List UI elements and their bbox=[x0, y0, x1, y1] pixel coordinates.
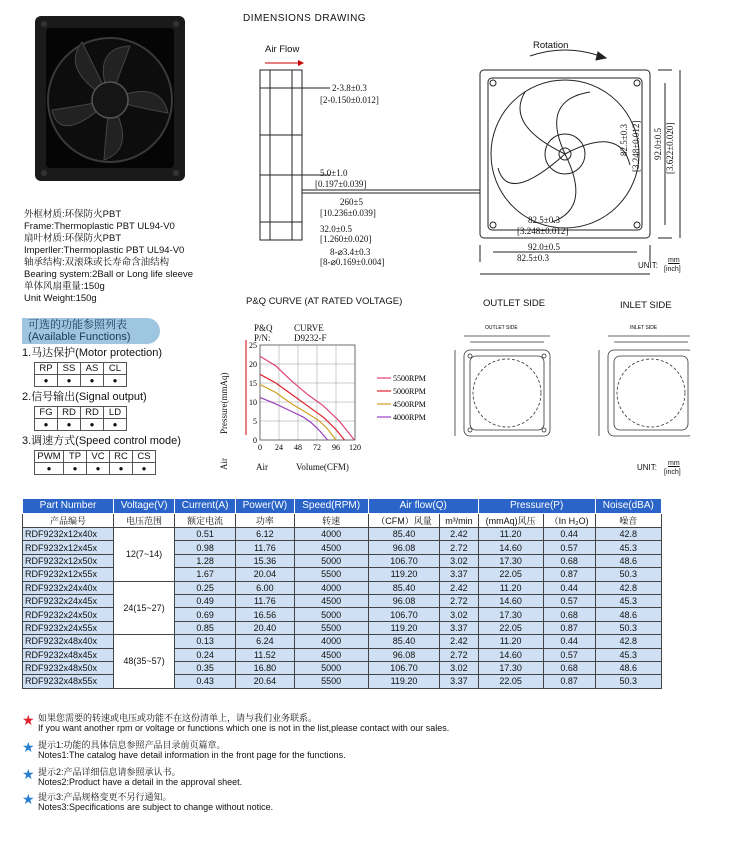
dim-label: [10.236±0.039] bbox=[320, 208, 376, 218]
function-codes bbox=[34, 406, 127, 431]
table-cell: 5500 bbox=[294, 621, 368, 634]
dot: ● bbox=[104, 375, 127, 387]
table-cell: 2.42 bbox=[440, 635, 478, 648]
legend-label: 5000RPM bbox=[393, 387, 426, 396]
fan-photo bbox=[20, 8, 190, 198]
function-group bbox=[22, 390, 147, 431]
spec-line: 单体风扇重量:150g bbox=[24, 281, 105, 292]
col-current: Current(A) bbox=[175, 499, 236, 514]
pq-pn-label: P/N: bbox=[254, 333, 271, 343]
table-cell: 48(35~57) bbox=[114, 635, 175, 689]
table-cell: 106.70 bbox=[368, 661, 439, 674]
y-tick-label: 5 bbox=[253, 417, 257, 426]
table-cell: 11.20 bbox=[478, 528, 543, 541]
note-cn: 提示2:产品详细信息请参照承认书。 bbox=[38, 767, 181, 777]
table-cell: 2.42 bbox=[440, 581, 478, 594]
unit-label-2: UNIT: bbox=[637, 463, 657, 472]
note bbox=[22, 740, 346, 760]
drawing-title: DIMENSIONS DRAWING bbox=[243, 13, 367, 24]
dim-label: [1.260±0.020] bbox=[320, 234, 372, 244]
table-cell: 106.70 bbox=[368, 554, 439, 567]
dot: ● bbox=[35, 375, 58, 387]
dim-label: [0.197±0.039] bbox=[315, 179, 367, 189]
table-cell: 0.87 bbox=[543, 621, 595, 634]
table-cell: 12(7~14) bbox=[114, 528, 175, 582]
x-tick-label: 48 bbox=[294, 443, 302, 452]
table-cell: 0.68 bbox=[543, 554, 595, 567]
table-cell: 0.44 bbox=[543, 635, 595, 648]
table-cell: RDF9232x24x50x bbox=[23, 608, 114, 621]
dot: ● bbox=[104, 419, 127, 431]
function-code: VC bbox=[87, 451, 110, 463]
unit-mm: mm bbox=[668, 257, 680, 264]
function-code: RC bbox=[110, 451, 133, 463]
table-cell: 0.44 bbox=[543, 581, 595, 594]
series-line bbox=[260, 356, 354, 440]
table-cell: 2.72 bbox=[440, 541, 478, 554]
table-cell: 0.51 bbox=[175, 528, 236, 541]
col-part-number: Part Number bbox=[23, 499, 114, 514]
x-tick-label: 96 bbox=[332, 443, 340, 452]
table-cell: RDF9232x48x55x bbox=[23, 675, 114, 688]
table-cell: 119.20 bbox=[368, 568, 439, 581]
dot: ● bbox=[110, 463, 133, 475]
unit-mm-2: mm bbox=[668, 460, 680, 467]
table-cell: 0.43 bbox=[175, 675, 236, 688]
pq-pn: D9232-F bbox=[294, 333, 327, 343]
dim-label: 92.0±0.5 bbox=[653, 128, 663, 160]
table-cell: 11.20 bbox=[478, 635, 543, 648]
table-cell: 3.37 bbox=[440, 568, 478, 581]
y-tick-label: 20 bbox=[249, 360, 257, 369]
unit-label: UNIT: bbox=[638, 261, 658, 270]
dim-label: 2-3.8±0.3 bbox=[332, 83, 367, 93]
y-tick-label: 10 bbox=[249, 398, 257, 407]
note-cn: 如果您需要的转速或电压或功能不在这份清单上，请与我们业务联系。 bbox=[38, 713, 318, 723]
dim-label: [3.248±0.012] bbox=[631, 120, 641, 172]
spec-line: Bearing system:2Ball or Long life sleeve bbox=[24, 269, 193, 280]
table-cell: 5000 bbox=[294, 661, 368, 674]
table-cell: 20.40 bbox=[236, 621, 294, 634]
pq-chart bbox=[230, 335, 450, 465]
table-cell: 1.67 bbox=[175, 568, 236, 581]
function-codes bbox=[34, 450, 156, 475]
dot: ● bbox=[133, 463, 156, 475]
y-tick-label: 15 bbox=[249, 379, 257, 388]
function-code: RD bbox=[81, 407, 104, 419]
table-cell: 0.87 bbox=[543, 675, 595, 688]
table-cell: 0.85 bbox=[175, 621, 236, 634]
col-speed: Speed(RPM) bbox=[294, 499, 368, 514]
table-cell: 0.44 bbox=[543, 528, 595, 541]
table-cell: 96.08 bbox=[368, 648, 439, 661]
subheader: （CFM）风量 bbox=[368, 514, 439, 528]
legend-label: 4000RPM bbox=[393, 413, 426, 422]
function-group-title: 2.信号输出(Signal output) bbox=[22, 391, 147, 403]
y-tick-label: 25 bbox=[249, 341, 257, 350]
table-cell: 20.04 bbox=[236, 568, 294, 581]
table-cell: 11.76 bbox=[236, 594, 294, 607]
table-cell: 16.56 bbox=[236, 608, 294, 621]
note bbox=[22, 792, 273, 812]
note-en: If you want another rpm or voltage or functions which one is not in the list,please contact with our sales. bbox=[38, 723, 450, 733]
note-en: Notes3:Specifications are subject to change without notice. bbox=[38, 802, 274, 812]
spec-line: Unit Weight:150g bbox=[24, 293, 97, 304]
x-tick-label: 24 bbox=[275, 443, 283, 452]
table-cell: 85.40 bbox=[368, 635, 439, 648]
dot: ● bbox=[64, 463, 87, 475]
table-cell: 24(15~27) bbox=[114, 581, 175, 635]
pq-ylabel: Pressure(mmAq) bbox=[219, 372, 229, 434]
function-code: RP bbox=[35, 363, 58, 375]
table-cell: 2.72 bbox=[440, 648, 478, 661]
subheader: 产品编号 bbox=[23, 514, 114, 528]
function-code: PWM bbox=[35, 451, 64, 463]
table-cell: 48.6 bbox=[595, 554, 661, 567]
table-row bbox=[23, 528, 662, 541]
spec-line: Imperller:Thermoplastic PBT UL94-V0 bbox=[24, 245, 185, 256]
dot: ● bbox=[81, 375, 104, 387]
series-line bbox=[260, 397, 328, 440]
specs-table bbox=[22, 498, 662, 689]
x-tick-label: 0 bbox=[258, 443, 262, 452]
unit-inch-2: [inch] bbox=[664, 469, 681, 476]
dim-label: [2-0.150±0.012] bbox=[320, 95, 379, 105]
table-cell: 96.08 bbox=[368, 541, 439, 554]
note-en: Notes2:Product have a detail in the approval sheet. bbox=[38, 777, 243, 787]
dim-label: [8-⌀0.169±0.004] bbox=[320, 257, 385, 267]
table-cell: 4500 bbox=[294, 648, 368, 661]
table-row bbox=[23, 635, 662, 648]
table-cell: RDF9232x12x50x bbox=[23, 554, 114, 567]
dim-label: 92.0±0.5 bbox=[528, 242, 560, 252]
table-cell: RDF9232x48x40x bbox=[23, 635, 114, 648]
table-cell: 0.35 bbox=[175, 661, 236, 674]
outlet-small-label: OUTLET SIDE bbox=[485, 325, 518, 331]
table-cell: 3.02 bbox=[440, 608, 478, 621]
table-cell: 0.98 bbox=[175, 541, 236, 554]
y-tick-label: 0 bbox=[253, 436, 257, 445]
table-row bbox=[23, 581, 662, 594]
table-cell: 4500 bbox=[294, 541, 368, 554]
subheader: 转速 bbox=[294, 514, 368, 528]
table-cell: 50.3 bbox=[595, 675, 661, 688]
rotation-label: Rotation bbox=[533, 40, 569, 51]
dim-label: 8-⌀3.4±0.3 bbox=[330, 247, 371, 257]
table-cell: 4000 bbox=[294, 528, 368, 541]
table-cell: 11.76 bbox=[236, 541, 294, 554]
spec-lines bbox=[24, 209, 193, 305]
functions-banner-en: (Available Functions) bbox=[28, 331, 131, 343]
table-cell: 45.3 bbox=[595, 648, 661, 661]
x-tick-label: 120 bbox=[349, 443, 361, 452]
table-cell: 3.37 bbox=[440, 675, 478, 688]
table-cell: 0.13 bbox=[175, 635, 236, 648]
spec-line: 轴承结构:双滚珠或长寿命含油结构 bbox=[24, 257, 170, 268]
table-cell: 45.3 bbox=[595, 594, 661, 607]
functions-banner-cn: 可选的功能参照列表 bbox=[28, 319, 127, 331]
table-cell: RDF9232x48x45x bbox=[23, 648, 114, 661]
table-cell: RDF9232x24x40x bbox=[23, 581, 114, 594]
dot: ● bbox=[58, 375, 81, 387]
table-cell: 22.05 bbox=[478, 675, 543, 688]
table-cell: 0.57 bbox=[543, 648, 595, 661]
col-air-flow: Air flow(Q) bbox=[368, 499, 478, 514]
table-cell: 14.60 bbox=[478, 648, 543, 661]
col-noise: Noise(dBA) bbox=[595, 499, 661, 514]
table-cell: 2.42 bbox=[440, 528, 478, 541]
table-cell: 4000 bbox=[294, 581, 368, 594]
table-cell: RDF9232x12x45x bbox=[23, 541, 114, 554]
outlet-side-title: OUTLET SIDE bbox=[483, 298, 546, 309]
table-cell: 45.3 bbox=[595, 541, 661, 554]
pq-ylabel2: Air bbox=[219, 458, 229, 470]
note-en: Notes1:The catalog have detail information in the front page for the functions. bbox=[38, 750, 346, 760]
pq-title: P&Q CURVE (AT RATED VOLTAGE) bbox=[246, 296, 403, 307]
subheader: 电压范围 bbox=[114, 514, 175, 528]
table-cell: 20.64 bbox=[236, 675, 294, 688]
table-cell: 5500 bbox=[294, 675, 368, 688]
legend-label: 5500RPM bbox=[393, 374, 426, 383]
note-cn: 提示1:功能的具体信息参照产品目录前页篇章。 bbox=[38, 740, 226, 750]
table-cell: 4000 bbox=[294, 635, 368, 648]
pq-xlabel1: Air bbox=[256, 462, 268, 472]
table-cell: 119.20 bbox=[368, 675, 439, 688]
air-flow-label: Air Flow bbox=[265, 44, 300, 55]
table-cell: 1.28 bbox=[175, 554, 236, 567]
table-cell: 106.70 bbox=[368, 608, 439, 621]
subheader: 噪音 bbox=[595, 514, 661, 528]
table-cell: 22.05 bbox=[478, 621, 543, 634]
function-code: LD bbox=[104, 407, 127, 419]
function-code: AS bbox=[81, 363, 104, 375]
function-code: FG bbox=[35, 407, 58, 419]
table-cell: 22.05 bbox=[478, 568, 543, 581]
spec-line: 外框材质:环保防火PBT bbox=[24, 209, 122, 220]
table-cell: 14.60 bbox=[478, 541, 543, 554]
function-group bbox=[22, 346, 162, 387]
table-cell: 119.20 bbox=[368, 621, 439, 634]
table-cell: RDF9232x12x55x bbox=[23, 568, 114, 581]
table-cell: 11.20 bbox=[478, 581, 543, 594]
table-cell: 17.30 bbox=[478, 554, 543, 567]
spec-line: 扇叶材质:环保防火PBT bbox=[24, 233, 122, 244]
function-code: RD bbox=[58, 407, 81, 419]
x-tick-label: 72 bbox=[313, 443, 321, 452]
unit-inch: [inch] bbox=[664, 266, 681, 273]
pq-xlabel2: Volume(CFM) bbox=[296, 462, 349, 472]
legend-label: 4500RPM bbox=[393, 400, 426, 409]
col-power: Power(W) bbox=[236, 499, 294, 514]
table-cell: 48.6 bbox=[595, 608, 661, 621]
table-cell: RDF9232x12x40x bbox=[23, 528, 114, 541]
table-cell: 0.69 bbox=[175, 608, 236, 621]
dot: ● bbox=[35, 463, 64, 475]
table-cell: 0.57 bbox=[543, 541, 595, 554]
table-cell: 0.24 bbox=[175, 648, 236, 661]
table-header-row bbox=[23, 499, 662, 514]
table-cell: 96.08 bbox=[368, 594, 439, 607]
function-code: CS bbox=[133, 451, 156, 463]
note bbox=[22, 713, 449, 733]
function-code: CL bbox=[104, 363, 127, 375]
table-cell: 5000 bbox=[294, 608, 368, 621]
table-cell: 0.68 bbox=[543, 661, 595, 674]
dot: ● bbox=[87, 463, 110, 475]
function-group-title: 3.调速方式(Speed control mode) bbox=[22, 435, 181, 447]
table-cell: 14.60 bbox=[478, 594, 543, 607]
functions-banner bbox=[22, 318, 160, 344]
series-line bbox=[260, 374, 345, 440]
table-cell: 15.36 bbox=[236, 554, 294, 567]
side-views bbox=[450, 320, 690, 460]
function-codes bbox=[34, 362, 127, 387]
table-cell: 50.3 bbox=[595, 621, 661, 634]
table-cell: 6.00 bbox=[236, 581, 294, 594]
table-cell: 50.3 bbox=[595, 568, 661, 581]
table-cell: 17.30 bbox=[478, 608, 543, 621]
note bbox=[22, 767, 242, 787]
table-cell: 5000 bbox=[294, 554, 368, 567]
dot: ● bbox=[35, 419, 58, 431]
subheader: m³/min bbox=[440, 514, 478, 528]
table-cell: 3.02 bbox=[440, 661, 478, 674]
table-cell: 6.24 bbox=[236, 635, 294, 648]
function-code: TP bbox=[64, 451, 87, 463]
function-code: SS bbox=[58, 363, 81, 375]
subheader: （In H₂O) bbox=[543, 514, 595, 528]
table-cell: 0.87 bbox=[543, 568, 595, 581]
table-cell: 16.80 bbox=[236, 661, 294, 674]
star-icon: ★ bbox=[22, 766, 35, 782]
subheader: 额定电流 bbox=[175, 514, 236, 528]
subheader: (mmAq)风压 bbox=[478, 514, 543, 528]
inlet-small-label: INLET SIDE bbox=[630, 325, 658, 331]
table-cell: 0.68 bbox=[543, 608, 595, 621]
table-cell: RDF9232x24x45x bbox=[23, 594, 114, 607]
inlet-side-title: INLET SIDE bbox=[620, 300, 672, 311]
subheader: 功率 bbox=[236, 514, 294, 528]
table-cell: 42.8 bbox=[595, 528, 661, 541]
dim-label: 32.0±0.5 bbox=[320, 224, 352, 234]
table-cell: 5500 bbox=[294, 568, 368, 581]
table-cell: 85.40 bbox=[368, 581, 439, 594]
function-group-title: 1.马达保护(Motor protection) bbox=[22, 347, 162, 359]
star-icon: ★ bbox=[22, 712, 35, 728]
table-cell: 0.49 bbox=[175, 594, 236, 607]
function-group bbox=[22, 434, 181, 475]
spec-line: Frame:Thermoplastic PBT UL94-V0 bbox=[24, 221, 175, 232]
pq-header2: CURVE bbox=[294, 323, 324, 333]
col-voltage: Voltage(V) bbox=[114, 499, 175, 514]
table-cell: 3.37 bbox=[440, 621, 478, 634]
table-cell: 42.8 bbox=[595, 581, 661, 594]
plot-frame bbox=[260, 345, 355, 440]
dim-label: 82.5±0.3 bbox=[517, 253, 549, 263]
table-cell: 3.02 bbox=[440, 554, 478, 567]
dot: ● bbox=[58, 419, 81, 431]
table-cell: 48.6 bbox=[595, 661, 661, 674]
table-cell: 2.72 bbox=[440, 594, 478, 607]
dim-label: [3.248±0.012] bbox=[517, 226, 569, 236]
dim-label: 260±5 bbox=[340, 197, 363, 207]
star-icon: ★ bbox=[22, 791, 35, 807]
table-cell: RDF9232x48x50x bbox=[23, 661, 114, 674]
dot: ● bbox=[81, 419, 104, 431]
table-cell: 0.25 bbox=[175, 581, 236, 594]
dim-label: 5.0±1.0 bbox=[320, 168, 348, 178]
dim-label: 82.5±0.3 bbox=[528, 215, 560, 225]
table-cell: 11.52 bbox=[236, 648, 294, 661]
pq-header1: P&Q bbox=[254, 323, 273, 333]
table-cell: 0.57 bbox=[543, 594, 595, 607]
note-cn: 提示3:产品规格变更不另行通知。 bbox=[38, 792, 172, 802]
table-cell: 42.8 bbox=[595, 635, 661, 648]
table-cell: 4500 bbox=[294, 594, 368, 607]
table-cell: RDF9232x24x55x bbox=[23, 621, 114, 634]
table-subheader-row bbox=[23, 514, 662, 528]
star-icon: ★ bbox=[22, 739, 35, 755]
dim-label: [3.622±0.020] bbox=[665, 122, 675, 174]
dim-label: 82.5±0.3 bbox=[619, 124, 629, 156]
table-cell: 85.40 bbox=[368, 528, 439, 541]
table-cell: 17.30 bbox=[478, 661, 543, 674]
table-cell: 6.12 bbox=[236, 528, 294, 541]
col-pressure: Pressure(P) bbox=[478, 499, 595, 514]
